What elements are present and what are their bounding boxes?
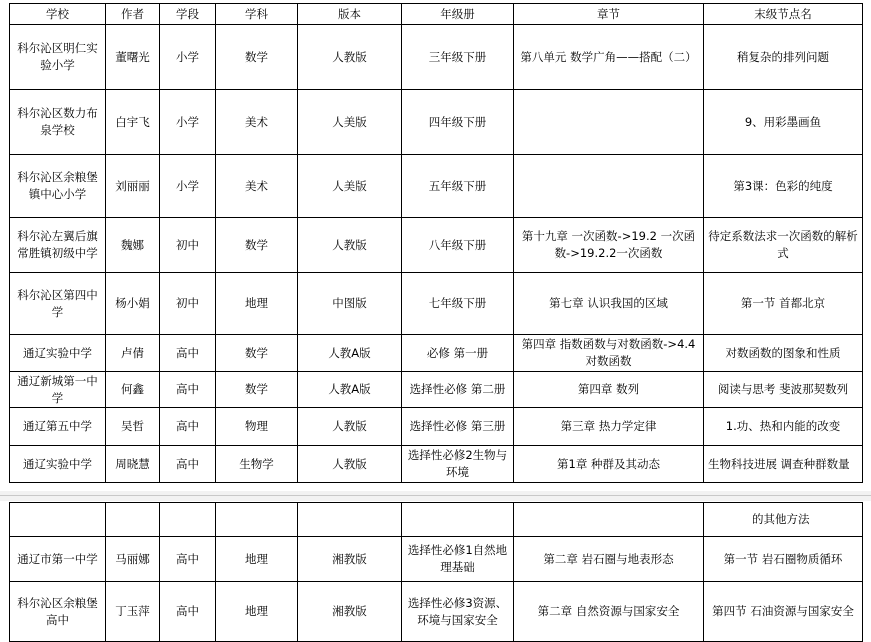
table-row [10, 25, 863, 90]
header-edition: 版本 [298, 4, 402, 25]
cell-stage: 初中 [160, 273, 216, 335]
cell-grade-volume: 选择性必修 第二册 [402, 372, 514, 408]
cell-final-node: 生物科技进展 调查种群数量 [704, 446, 863, 483]
cell-school: 科尔沁区第四中学 [10, 273, 106, 335]
cell-chapter: 第四章 指数函数与对数函数->4.4 对数函数 [514, 335, 704, 372]
cell-author [106, 503, 160, 537]
cell-subject: 数学 [216, 335, 298, 372]
table-row [10, 582, 863, 642]
course-table-page1 [9, 3, 863, 483]
cell-stage [160, 503, 216, 537]
cell-final-node: 第一节 首都北京 [704, 273, 863, 335]
cell-author: 魏娜 [106, 218, 160, 273]
cell-edition: 人美版 [298, 90, 402, 155]
cell-chapter [514, 90, 704, 155]
cell-subject: 数学 [216, 218, 298, 273]
table-row [10, 335, 863, 372]
cell-grade-volume: 选择性必修3资源、环境与国家安全 [402, 582, 514, 642]
cell-final-node: 阅读与思考 斐波那契数列 [704, 372, 863, 408]
cell-edition: 人教版 [298, 408, 402, 446]
cell-grade-volume: 选择性必修1自然地理基础 [402, 537, 514, 582]
cell-stage: 高中 [160, 372, 216, 408]
cell-chapter: 第二章 自然资源与国家安全 [514, 582, 704, 642]
header-chapter: 章节 [514, 4, 704, 25]
cell-chapter: 第1章 种群及其动态 [514, 446, 704, 483]
cell-final-node: 第3课：色彩的纯度 [704, 155, 863, 218]
cell-final-node: 第一节 岩石圈物质循环 [704, 537, 863, 582]
course-table-page2 [9, 502, 863, 642]
cell-school: 通辽市第一中学 [10, 537, 106, 582]
cell-grade-volume: 必修 第一册 [402, 335, 514, 372]
cell-subject: 美术 [216, 90, 298, 155]
cell-subject: 美术 [216, 155, 298, 218]
cell-final-node: 第四节 石油资源与国家安全 [704, 582, 863, 642]
cell-edition: 湘教版 [298, 582, 402, 642]
cell-edition: 湘教版 [298, 537, 402, 582]
cell-subject: 生物学 [216, 446, 298, 483]
cell-grade-volume: 选择性必修 第三册 [402, 408, 514, 446]
cell-grade-volume: 选择性必修2生物与环境 [402, 446, 514, 483]
table-row [10, 537, 863, 582]
header-row [10, 4, 863, 25]
header-subject: 学科 [216, 4, 298, 25]
table-row [10, 155, 863, 218]
cell-school: 通辽实验中学 [10, 446, 106, 483]
cell-chapter: 第三章 热力学定律 [514, 408, 704, 446]
cell-subject: 地理 [216, 537, 298, 582]
cell-author: 董曙光 [106, 25, 160, 90]
cell-grade-volume [402, 503, 514, 537]
cell-subject: 地理 [216, 582, 298, 642]
cell-stage: 高中 [160, 446, 216, 483]
cell-chapter: 第七章 认识我国的区域 [514, 273, 704, 335]
cell-edition: 中图版 [298, 273, 402, 335]
continuation-row [10, 503, 863, 537]
cell-edition: 人教版 [298, 218, 402, 273]
cell-author: 白宇飞 [106, 90, 160, 155]
header-author: 作者 [106, 4, 160, 25]
cell-edition: 人教版 [298, 25, 402, 90]
cell-final-node: 稍复杂的排列问题 [704, 25, 863, 90]
cell-subject: 地理 [216, 273, 298, 335]
table-row [10, 408, 863, 446]
table-row [10, 372, 863, 408]
cell-subject: 数学 [216, 372, 298, 408]
cell-chapter: 第四章 数列 [514, 372, 704, 408]
cell-chapter [514, 155, 704, 218]
header-final-node: 末级节点名 [704, 4, 863, 25]
cell-grade-volume: 三年级下册 [402, 25, 514, 90]
page-break-line [0, 495, 871, 496]
cell-author: 周晓慧 [106, 446, 160, 483]
cell-final-node: 的其他方法 [704, 503, 863, 537]
cell-stage: 小学 [160, 25, 216, 90]
cell-chapter: 第八单元 数学广角——搭配（二） [514, 25, 704, 90]
cell-author: 杨小娟 [106, 273, 160, 335]
cell-author: 何鑫 [106, 372, 160, 408]
cell-final-node: 对数函数的图象和性质 [704, 335, 863, 372]
cell-stage: 高中 [160, 408, 216, 446]
cell-stage: 小学 [160, 90, 216, 155]
cell-edition: 人教A版 [298, 372, 402, 408]
cell-school: 科尔沁区余粮堡镇中心小学 [10, 155, 106, 218]
cell-author: 刘丽丽 [106, 155, 160, 218]
page-break [0, 491, 871, 501]
header-stage: 学段 [160, 4, 216, 25]
header-grade-volume: 年级册 [402, 4, 514, 25]
cell-school: 科尔沁区余粮堡高中 [10, 582, 106, 642]
cell-stage: 高中 [160, 582, 216, 642]
cell-grade-volume: 四年级下册 [402, 90, 514, 155]
cell-subject [216, 503, 298, 537]
cell-grade-volume: 七年级下册 [402, 273, 514, 335]
table-row [10, 273, 863, 335]
table-row [10, 218, 863, 273]
table-row [10, 90, 863, 155]
cell-chapter: 第十九章 一次函数->19.2 一次函数->19.2.2一次函数 [514, 218, 704, 273]
cell-edition: 人教A版 [298, 335, 402, 372]
cell-school: 科尔沁区明仁实验小学 [10, 25, 106, 90]
cell-final-node: 1.功、热和内能的改变 [704, 408, 863, 446]
cell-grade-volume: 五年级下册 [402, 155, 514, 218]
cell-grade-volume: 八年级下册 [402, 218, 514, 273]
cell-school: 通辽第五中学 [10, 408, 106, 446]
cell-subject: 数学 [216, 25, 298, 90]
cell-edition [298, 503, 402, 537]
cell-school: 通辽新城第一中学 [10, 372, 106, 408]
cell-author: 马丽娜 [106, 537, 160, 582]
cell-final-node: 9、用彩墨画鱼 [704, 90, 863, 155]
cell-chapter [514, 503, 704, 537]
cell-stage: 高中 [160, 335, 216, 372]
header-school: 学校 [10, 4, 106, 25]
cell-school: 科尔沁左翼后旗常胜镇初级中学 [10, 218, 106, 273]
cell-final-node: 待定系数法求一次函数的解析式 [704, 218, 863, 273]
cell-stage: 小学 [160, 155, 216, 218]
cell-school: 通辽实验中学 [10, 335, 106, 372]
cell-author: 卢倩 [106, 335, 160, 372]
cell-edition: 人教版 [298, 446, 402, 483]
cell-author: 丁玉萍 [106, 582, 160, 642]
cell-stage: 初中 [160, 218, 216, 273]
cell-author: 吴哲 [106, 408, 160, 446]
cell-stage: 高中 [160, 537, 216, 582]
cell-subject: 物理 [216, 408, 298, 446]
cell-edition: 人美版 [298, 155, 402, 218]
cell-chapter: 第二章 岩石圈与地表形态 [514, 537, 704, 582]
table-row [10, 446, 863, 483]
cell-school [10, 503, 106, 537]
cell-school: 科尔沁区数力布泉学校 [10, 90, 106, 155]
